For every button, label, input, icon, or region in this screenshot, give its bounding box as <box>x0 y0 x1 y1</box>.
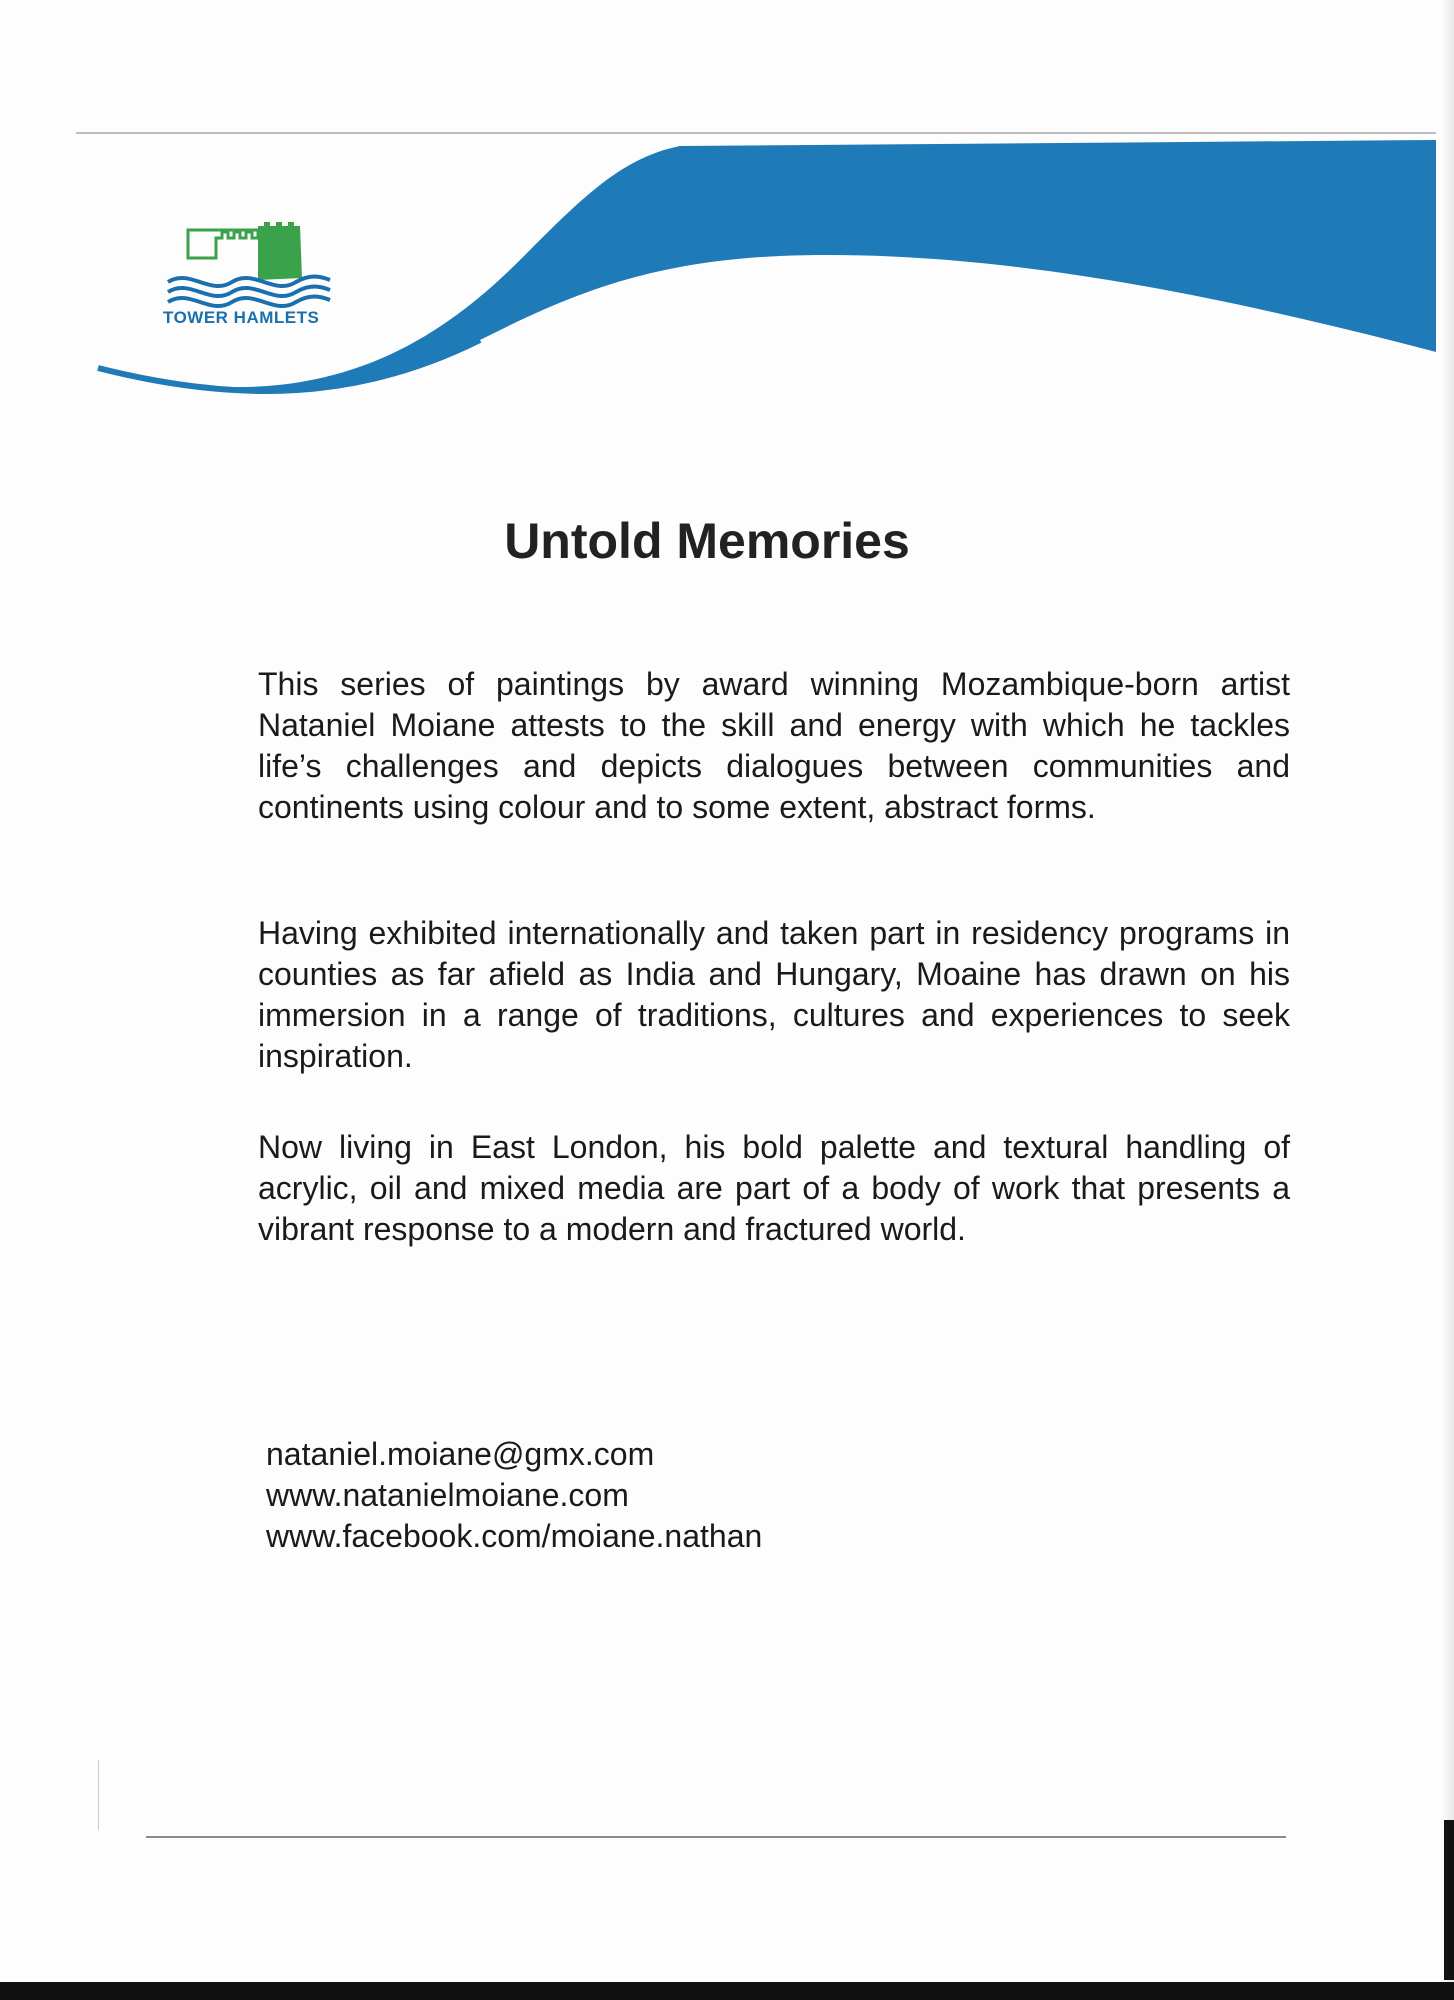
scan-edge-right <box>1440 0 1454 2000</box>
header-swoosh <box>0 0 1454 420</box>
paragraph-exhibitions: Having exhibited internationally and taken part in residency programs in counties as far afield as India and Hungary, Moaine has drawn on his immersion in a range of traditions, cultures and experiences to seek inspiration. <box>258 915 1290 1074</box>
contact-facebook: www.facebook.com/moiane.nathan <box>266 1518 763 1554</box>
paragraph-intro: This series of paintings by award winning Mozambique-born artist Nataniel Moiane attests to the skill and energy with which he tackles life’s challenges and depicts dialogues between communities and continents using colour and to some extent, abstract forms. <box>258 666 1290 825</box>
paragraph-current-work: Now living in East London, his bold palette and textural handling of acrylic, oil and mixed media are part of a body of work that presents a vibrant response to a modern and fractured world. <box>258 1129 1290 1247</box>
contact-email: nataniel.moiane@gmx.com <box>266 1436 655 1472</box>
scan-artifact-line <box>98 1760 99 1830</box>
logo-wordmark: TOWER HAMLETS <box>163 308 320 327</box>
scan-edge-shadow <box>1444 1820 1454 1980</box>
contact-block <box>266 1434 762 1557</box>
scan-edge-bottom <box>0 1982 1454 2000</box>
contact-website: www.natanielmoiane.com <box>266 1477 629 1513</box>
footer-rule <box>146 1836 1286 1838</box>
document-title: Untold Memories <box>504 513 910 569</box>
